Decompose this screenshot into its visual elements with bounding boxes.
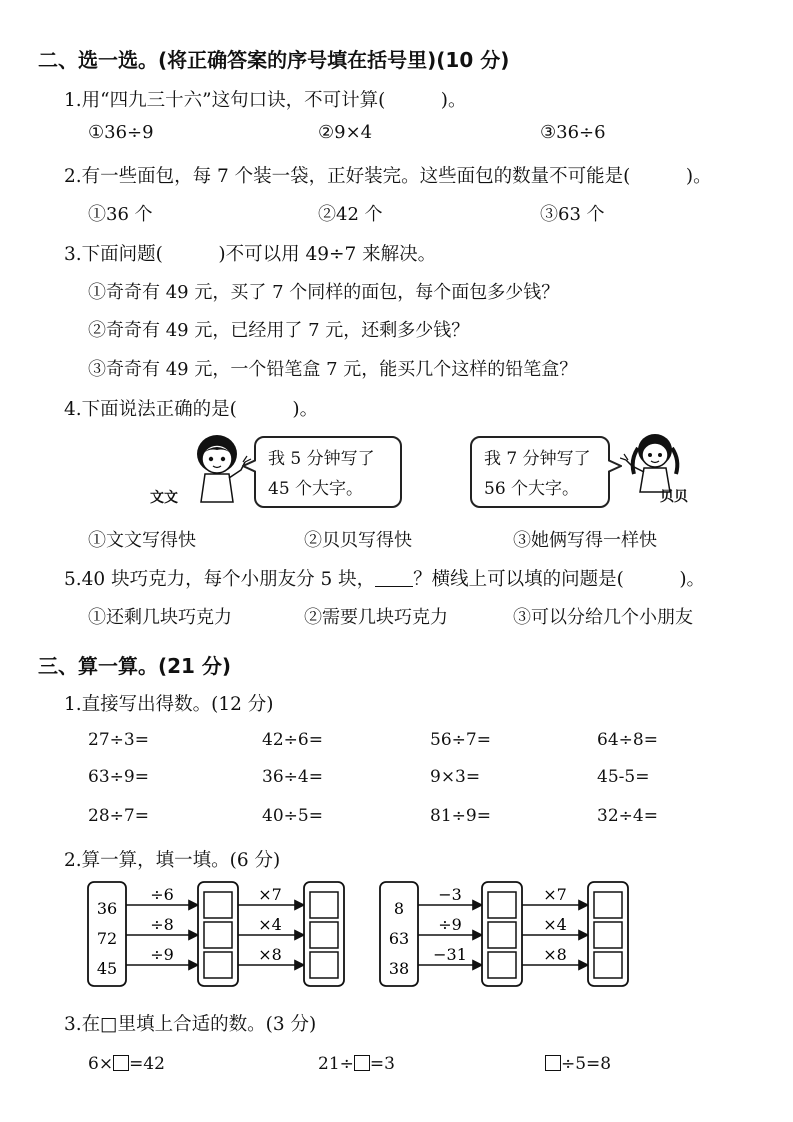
calc-item: 32÷4= bbox=[597, 806, 658, 826]
operation-label: ÷9 bbox=[150, 945, 174, 964]
fill-square[interactable] bbox=[354, 1055, 370, 1071]
fill-square[interactable] bbox=[545, 1055, 561, 1071]
beibei-bubble-line-1: 我 7 分钟写了 bbox=[484, 449, 591, 469]
fill-item-suffix: ÷5=8 bbox=[561, 1054, 612, 1074]
q2-option-2: ②42 个 bbox=[318, 204, 383, 225]
answer-box[interactable] bbox=[310, 892, 338, 918]
q1-option-1: ①36÷9 bbox=[88, 122, 154, 143]
wenwen-bubble-line-2: 45 个大字。 bbox=[268, 479, 364, 499]
q5-option-3: ③可以分给几个小朋友 bbox=[513, 607, 693, 628]
wenwen-bubble-line-1: 我 5 分钟写了 bbox=[268, 449, 375, 469]
q5-option-2: ②需要几块巧克力 bbox=[304, 607, 448, 628]
operation-label: ×7 bbox=[543, 885, 567, 904]
operation-label: ×4 bbox=[258, 915, 282, 934]
operation-label: ×8 bbox=[258, 945, 282, 964]
answer-box[interactable] bbox=[204, 952, 232, 978]
q5-blank-line bbox=[375, 570, 413, 587]
answer-box[interactable] bbox=[204, 892, 232, 918]
input-number: 63 bbox=[388, 929, 410, 948]
q4-option-3: ③她俩写得一样快 bbox=[513, 530, 657, 551]
operation-label: −31 bbox=[433, 945, 467, 964]
calc-chain-diagram-right bbox=[378, 880, 648, 990]
q4-option-1: ①文文写得快 bbox=[88, 530, 196, 551]
wenwen-speech-bubble bbox=[254, 436, 402, 508]
q5-stem-part-1: 5.40 块巧克力，每个小朋友分 5 块， bbox=[64, 569, 376, 590]
input-number: 8 bbox=[393, 899, 405, 918]
fill-square[interactable] bbox=[113, 1055, 129, 1071]
q1-option-3: ③36÷6 bbox=[540, 122, 606, 143]
calc-item: 27÷3= bbox=[88, 730, 149, 750]
q1-option-2: ②9×4 bbox=[318, 122, 373, 143]
calc-item: 36÷4= bbox=[262, 767, 323, 787]
calc-item: 28÷7= bbox=[88, 806, 149, 826]
section-3-title: 三、算一算。(21 分) bbox=[38, 654, 232, 678]
operation-label: ÷6 bbox=[150, 885, 174, 904]
input-number: 38 bbox=[388, 959, 410, 978]
q5-option-1: ①还剩几块巧克力 bbox=[88, 607, 232, 628]
calc-item: 81÷9= bbox=[430, 806, 491, 826]
beibei-speech-bubble bbox=[470, 436, 610, 508]
q2-option-1: ①36 个 bbox=[88, 204, 153, 225]
fill-item bbox=[318, 1054, 395, 1074]
fill-item-prefix: 6× bbox=[88, 1054, 114, 1074]
calc-item: 9×3= bbox=[430, 767, 481, 787]
calc-item: 42÷6= bbox=[262, 730, 323, 750]
answer-box[interactable] bbox=[594, 892, 622, 918]
answer-box[interactable] bbox=[204, 922, 232, 948]
operation-label: ×7 bbox=[258, 885, 282, 904]
operation-label: ÷8 bbox=[150, 915, 174, 934]
section-2-title: 二、选一选。(将正确答案的序号填在括号里)(10 分) bbox=[38, 48, 510, 72]
operation-label: ÷9 bbox=[438, 915, 462, 934]
answer-box[interactable] bbox=[488, 892, 516, 918]
answer-box[interactable] bbox=[488, 952, 516, 978]
q5-stem bbox=[64, 565, 705, 591]
fill-item-prefix: 21÷ bbox=[318, 1054, 354, 1074]
calc-item: 45-5= bbox=[597, 767, 650, 787]
answer-box[interactable] bbox=[310, 952, 338, 978]
q3-stem: 3.下面问题( )不可以用 49÷7 来解决。 bbox=[64, 244, 437, 265]
calc-item: 64÷8= bbox=[597, 730, 658, 750]
calc-item: 63÷9= bbox=[88, 767, 149, 787]
fill-item-suffix: =42 bbox=[129, 1054, 165, 1074]
answer-box[interactable] bbox=[488, 922, 516, 948]
answer-box[interactable] bbox=[594, 952, 622, 978]
fill-item-suffix: =3 bbox=[369, 1054, 395, 1074]
q3-option-2: ②奇奇有 49 元，已经用了 7 元，还剩多少钱？ bbox=[88, 320, 470, 341]
operation-label: −3 bbox=[438, 885, 462, 904]
q3-option-1: ①奇奇有 49 元，买了 7 个同样的面包，每个面包多少钱？ bbox=[88, 282, 560, 303]
fill-item bbox=[545, 1054, 611, 1074]
q5-stem-part-2: ？横线上可以填的问题是( )。 bbox=[413, 569, 706, 590]
answer-box[interactable] bbox=[594, 922, 622, 948]
wenwen-name: 文文 bbox=[150, 490, 178, 506]
fill-item bbox=[88, 1054, 165, 1074]
beibei-name: 贝贝 bbox=[660, 489, 688, 505]
input-number: 72 bbox=[96, 929, 118, 948]
wenwen-bubble-tail bbox=[242, 458, 256, 474]
q4-option-2: ②贝贝写得快 bbox=[304, 530, 412, 551]
calc-chain-diagram-left bbox=[86, 880, 356, 990]
answer-box[interactable] bbox=[310, 922, 338, 948]
input-number: 36 bbox=[96, 899, 118, 918]
input-number: 45 bbox=[96, 959, 118, 978]
q3-option-3: ③奇奇有 49 元，一个铅笔盒 7 元，能买几个这样的铅笔盒？ bbox=[88, 359, 578, 380]
q2-option-3: ③63 个 bbox=[540, 204, 605, 225]
p3-stem: 3.在□里填上合适的数。(3 分) bbox=[64, 1014, 317, 1035]
q1-stem: 1.用“四九三十六”这句口诀，不可计算( )。 bbox=[64, 90, 467, 111]
p1-stem: 1.直接写出得数。(12 分) bbox=[64, 694, 274, 715]
operation-label: ×8 bbox=[543, 945, 567, 964]
p2-stem: 2.算一算，填一填。(6 分) bbox=[64, 850, 281, 871]
operation-label: ×4 bbox=[543, 915, 567, 934]
calc-item: 40÷5= bbox=[262, 806, 323, 826]
beibei-bubble-line-2: 56 个大字。 bbox=[484, 479, 580, 499]
calc-item: 56÷7= bbox=[430, 730, 491, 750]
q2-stem: 2.有一些面包，每 7 个装一袋，正好装完。这些面包的数量不可能是( )。 bbox=[64, 166, 712, 187]
q4-stem: 4.下面说法正确的是( )。 bbox=[64, 399, 319, 420]
